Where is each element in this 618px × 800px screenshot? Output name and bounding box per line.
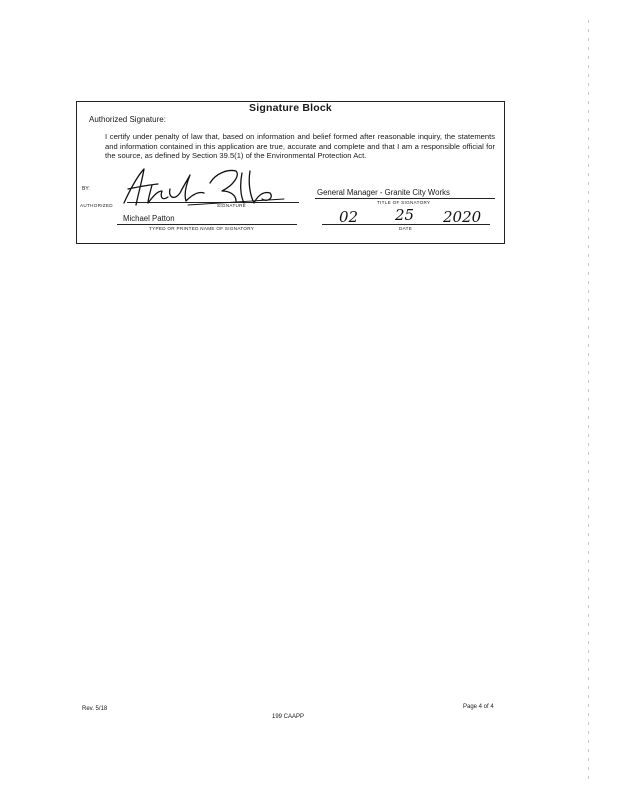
date-day: 25 <box>395 206 415 224</box>
revision-label: Rev. 5/18 <box>82 706 108 712</box>
signature-caption: SIGNATURE <box>217 203 247 208</box>
printed-name-value: Michael Patton <box>123 214 175 223</box>
date-line <box>322 224 490 225</box>
title-of-signatory-caption: TITLE OF SIGNATORY <box>377 200 431 205</box>
date-caption: DATE <box>399 226 413 231</box>
title-of-signatory-value: General Manager - Granite City Works <box>317 188 450 197</box>
authorized-signature-label: Authorized Signature: <box>89 115 166 124</box>
printed-name-caption: TYPED OR PRINTED NAME OF SIGNATORY <box>149 226 255 231</box>
authorized-caption: AUTHORIZED <box>80 203 113 208</box>
date-month: 02 <box>339 208 359 226</box>
page-number-label: Page 4 of 4 <box>463 704 494 710</box>
scan-edge-line <box>588 20 589 780</box>
title-line <box>315 198 495 199</box>
signature-block-title: Signature Block <box>249 102 332 114</box>
by-label: BY: <box>82 186 90 192</box>
handwritten-signature <box>118 165 288 213</box>
form-code-label: 199 CAAPP <box>272 714 305 720</box>
date-year: 2020 <box>443 208 482 226</box>
certification-statement: I certify under penalty of law that, based on information and belief formed after reasonable inquiry, the statements and information contained in this application are true, accurate and complete and that I am a responsible official for the source, as defined by Section 39.5(1) of the Environmental Protection Act. <box>105 132 495 160</box>
name-line <box>117 224 297 225</box>
